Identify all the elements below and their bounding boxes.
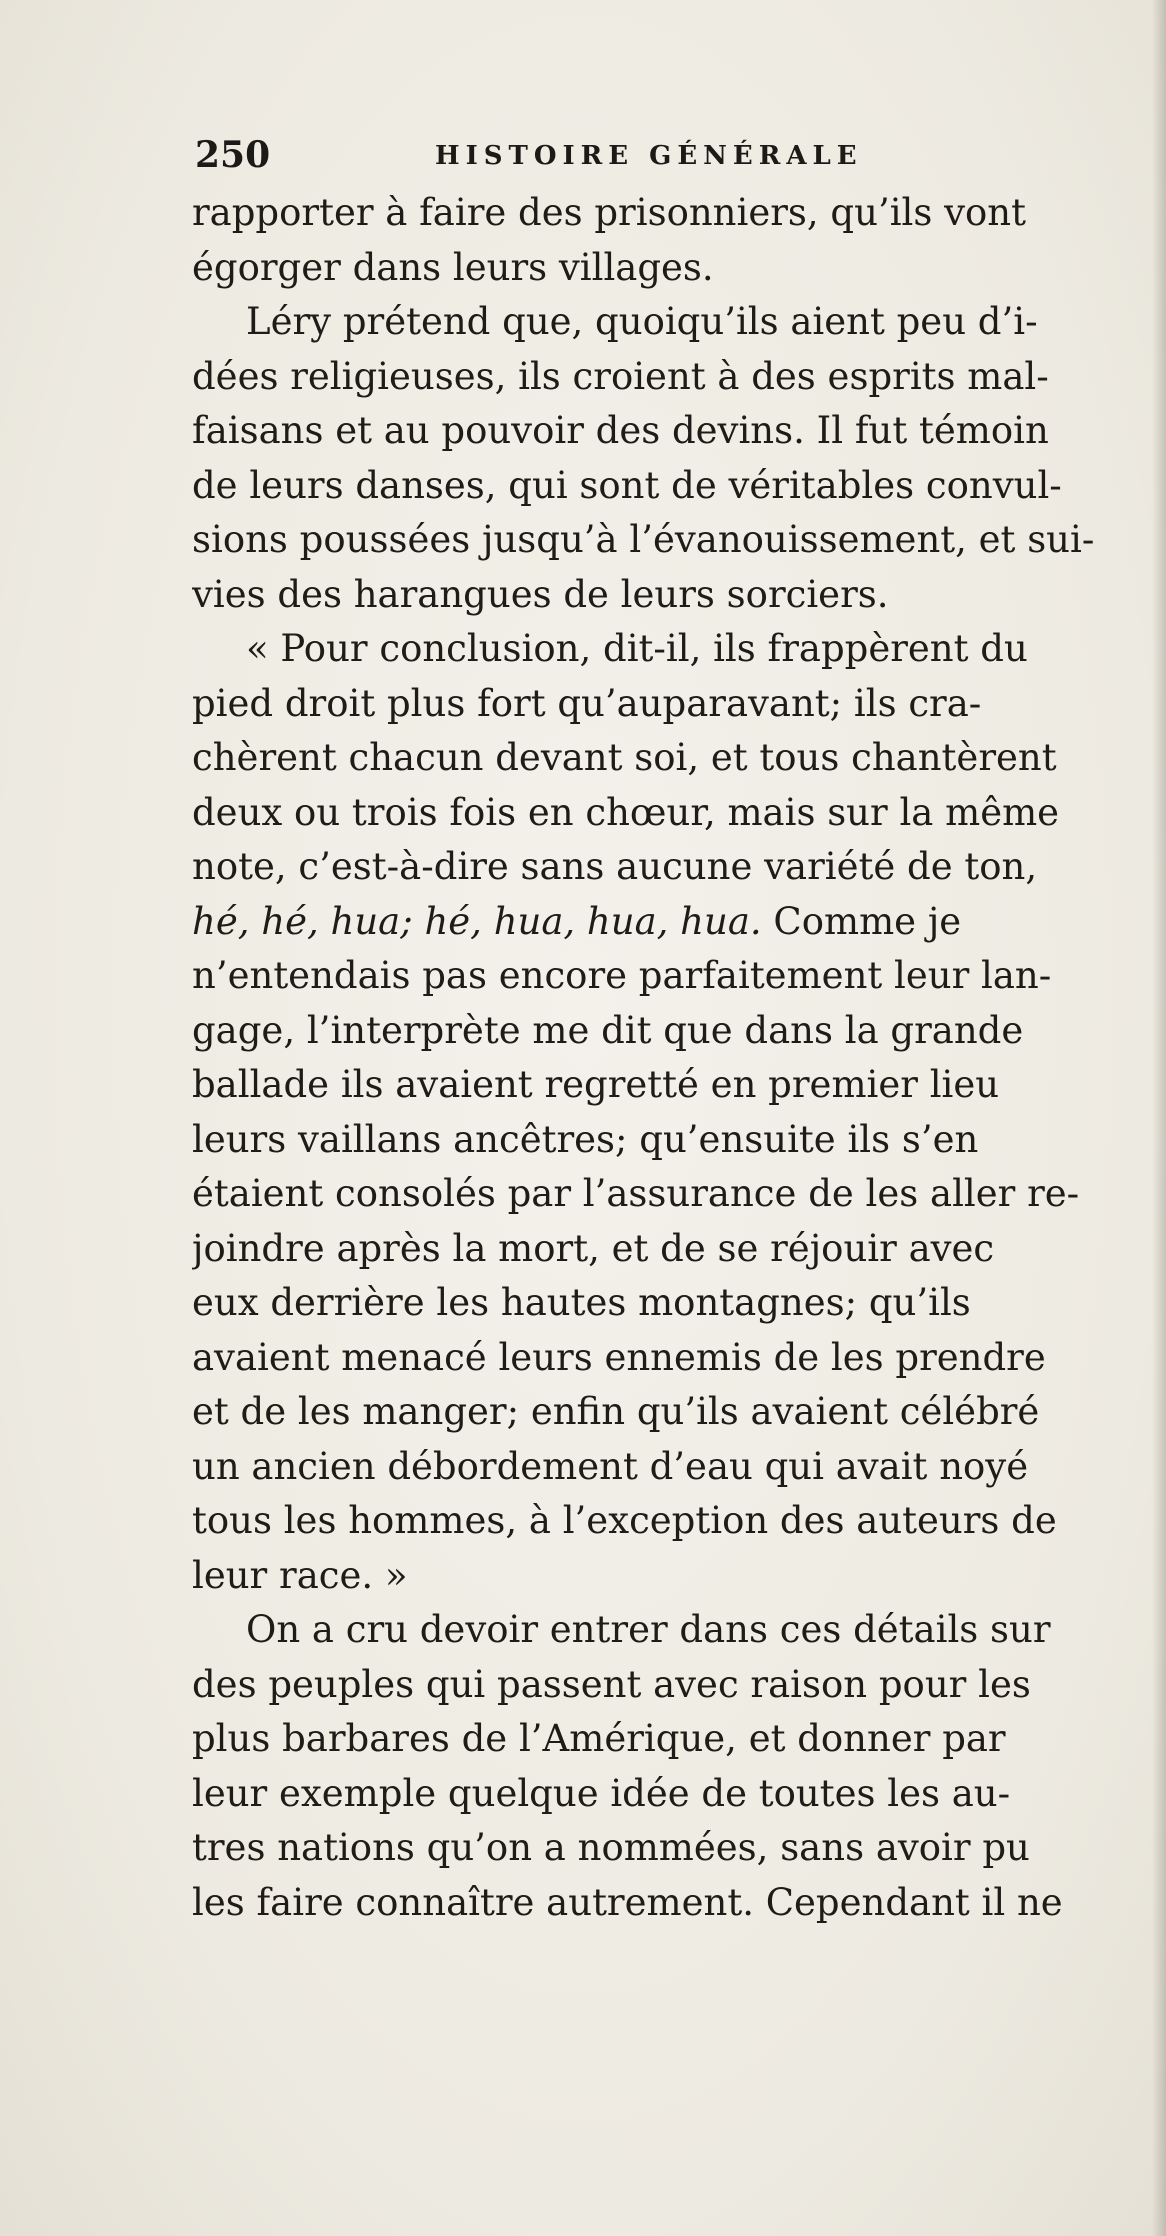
text-line: gage, l’interprète me dit que dans la grande: [192, 1008, 1024, 1052]
text-line: leur exemple quelque idée de toutes les au-: [192, 1771, 1011, 1815]
text-line: « Pour conclusion, dit-il, ils frappèrent du: [246, 627, 1028, 670]
line-remainder: Comme je: [761, 899, 962, 943]
running-head: HISTOIRE GÉNÉRALE: [435, 141, 863, 171]
text-line: sions poussées jusqu’à l’évanouissement, et sui-: [192, 518, 1095, 561]
body-text: [192, 186, 1160, 1930]
text-line: n’entendais pas encore parfaitement leur lan-: [192, 954, 1052, 997]
text-line: et de les manger; enfin qu’ils avaient célébré: [192, 1390, 1040, 1433]
text-line: les faire connaître autrement. Cependant il ne: [192, 1880, 1063, 1924]
text-line: leurs vaillans ancêtres; qu’ensuite ils s’en: [192, 1117, 979, 1161]
text-line: un ancien débordement d’eau qui avait noyé: [192, 1444, 1029, 1488]
page-header: [195, 130, 955, 180]
text-line: note, c’est-à-dire sans aucune variété de ton,: [192, 845, 1038, 888]
text-line: pied droit plus fort qu’auparavant; ils cra-: [192, 681, 982, 725]
page-number: 250: [195, 134, 271, 176]
text-line: de leurs danses, qui sont de véritables convul-: [192, 463, 1062, 507]
text-line: [192, 895, 1160, 950]
text-line: des peuples qui passent avec raison pour les: [192, 1662, 1031, 1706]
text-line: joindre après la mort, et de se réjouir avec: [192, 1226, 995, 1270]
text-line: étaient consolés par l’assurance de les aller re-: [192, 1172, 1080, 1215]
text-line: avaient menacé leurs ennemis de les prendre: [192, 1335, 1046, 1379]
text-line: égorger dans leurs villages.: [192, 245, 714, 289]
italic-chant: hé, hé, hua; hé, hua, hua, hua.: [192, 899, 762, 943]
text-line: chèrent chacun devant soi, et tous chantèrent: [192, 736, 1057, 779]
text-line: faisans et au pouvoir des devins. Il fut témoin: [192, 409, 1049, 452]
text-line: tous les hommes, à l’exception des auteurs de: [192, 1499, 1057, 1542]
text-line: plus barbares de l’Amérique, et donner par: [192, 1717, 1006, 1760]
text-line: leur race. »: [192, 1553, 408, 1597]
text-line: eux derrière les hautes montagnes; qu’ils: [192, 1281, 971, 1324]
text-line: rapporter à faire des prisonniers, qu’ils vont: [192, 191, 1026, 234]
text-line: ballade ils avaient regretté en premier lieu: [192, 1063, 1000, 1106]
text-line: Léry prétend que, quoiqu’ils aient peu d’i-: [246, 300, 1038, 343]
text-line: tres nations qu’on a nommées, sans avoir pu: [192, 1826, 1030, 1869]
text-line: dées religieuses, ils croient à des esprits mal-: [192, 354, 1049, 398]
text-line: vies des harangues de leurs sorciers.: [192, 572, 889, 616]
text-line: On a cru devoir entrer dans ces détails sur: [246, 1608, 1051, 1651]
text-line: deux ou trois fois en chœur, mais sur la même: [192, 790, 1060, 834]
